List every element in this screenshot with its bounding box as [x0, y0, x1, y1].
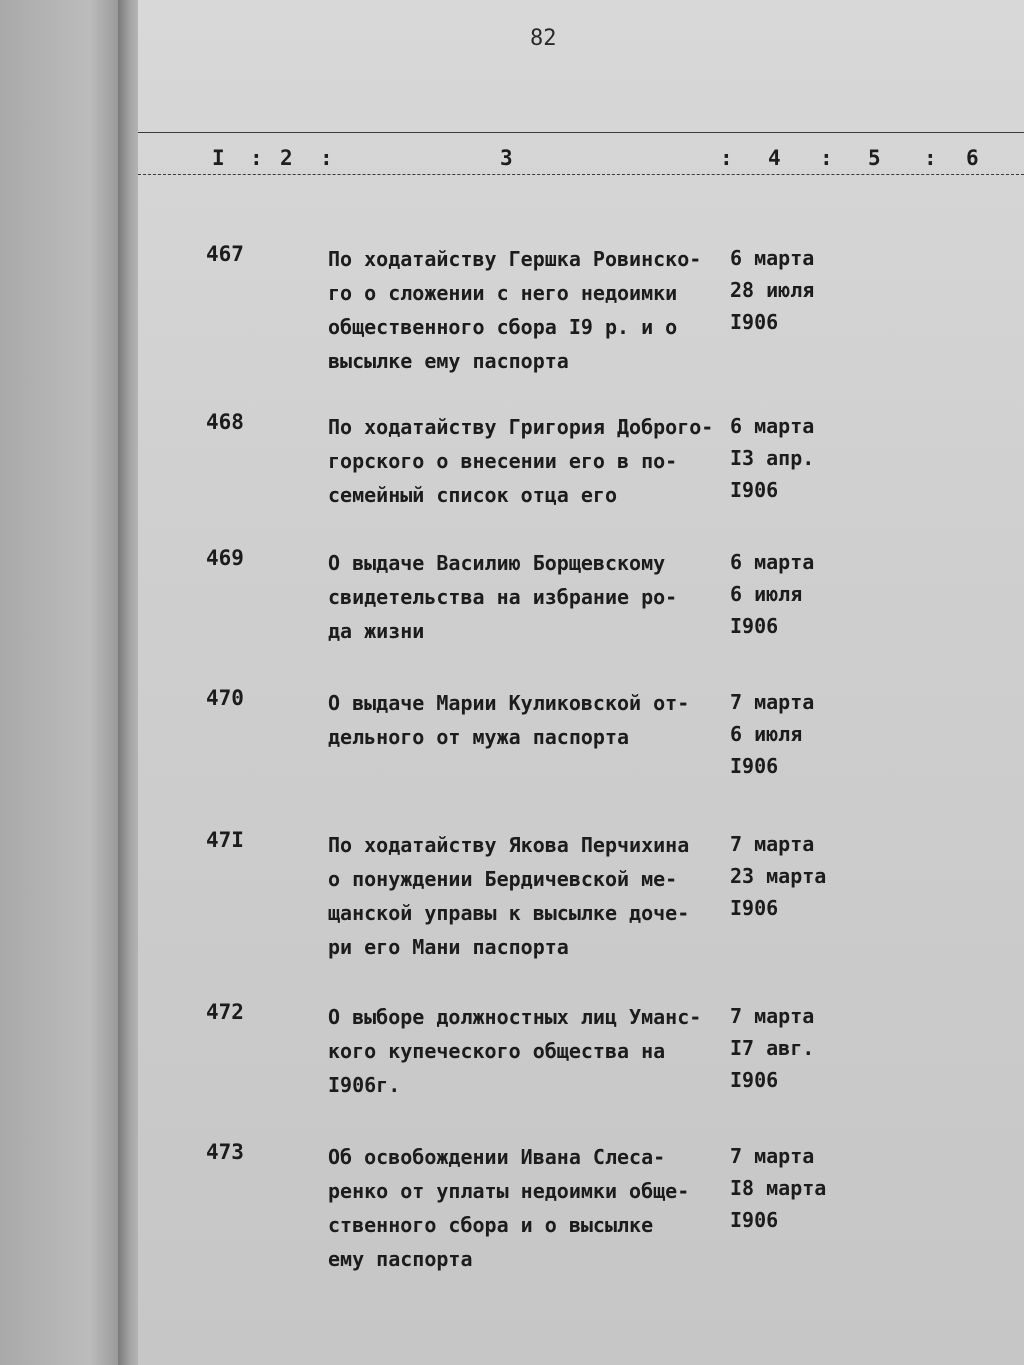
entry-description-line: кого купеческого общества на	[328, 1039, 666, 1063]
entry-description-line: щанской управы к высылке доче-	[328, 901, 690, 925]
entry-description-line: общественного сбора I9 р. и о	[328, 315, 678, 339]
entry-description-line: о понуждении Бердичевской ме-	[328, 867, 678, 891]
entry-dates	[730, 410, 870, 506]
entry-description	[328, 410, 748, 512]
entry-description-line: О выдаче Василию Борщевскому	[328, 551, 666, 575]
entry-description-line: По ходатайству Григория Доброго-	[328, 415, 714, 439]
entry-description-line: семейный список отца его	[328, 483, 617, 507]
entry-description-line: По ходатайству Гершка Ровинско-	[328, 247, 702, 271]
column-header-4: 4	[768, 146, 781, 170]
entry-description-line: I906г.	[328, 1073, 401, 1097]
entry-date-end: 6 июля	[730, 582, 803, 606]
entry-dates	[730, 1140, 870, 1236]
header-rule-bottom	[138, 174, 1024, 175]
entry-number: 467	[206, 242, 244, 266]
entry-description	[328, 242, 748, 378]
column-separator: :	[820, 146, 833, 170]
entry-date-year: I906	[730, 1208, 779, 1232]
entry-date-start: 7 марта	[730, 1004, 815, 1028]
entry-date-start: 7 марта	[730, 832, 815, 856]
entry-description-line: высылке ему паспорта	[328, 349, 569, 373]
column-header-5: 5	[868, 146, 881, 170]
entry-description-line: да жизни	[328, 619, 425, 643]
entry-date-end: 23 марта	[730, 864, 827, 888]
column-separator: :	[320, 146, 333, 170]
entry-number: 470	[206, 686, 244, 710]
entry-number: 468	[206, 410, 244, 434]
entry-number: 472	[206, 1000, 244, 1024]
entry-date-end: I8 марта	[730, 1176, 827, 1200]
entry-description-line: свидетельства на избрание ро-	[328, 585, 678, 609]
entry-date-start: 6 марта	[730, 414, 815, 438]
entry-date-year: I906	[730, 614, 779, 638]
column-header-1: I	[212, 146, 225, 170]
facing-page	[0, 0, 128, 1365]
entry-description-line: ри его Мани паспорта	[328, 935, 569, 959]
column-header-2: 2	[280, 146, 293, 170]
entry-number: 469	[206, 546, 244, 570]
entry-dates	[730, 546, 870, 642]
entry-date-year: I906	[730, 896, 779, 920]
entry-description	[328, 546, 748, 648]
entry-date-end: 6 июля	[730, 722, 803, 746]
entry-description	[328, 828, 748, 964]
entry-description	[328, 686, 748, 754]
document-page	[138, 0, 1024, 1365]
column-header-6: 6	[966, 146, 979, 170]
entry-number: 47I	[206, 828, 244, 852]
entry-date-start: 7 марта	[730, 1144, 815, 1168]
header-rule-top	[138, 132, 1024, 133]
column-header-3: 3	[500, 146, 513, 170]
entry-date-end: 28 июля	[730, 278, 815, 302]
entry-date-start: 6 марта	[730, 246, 815, 270]
entry-description-line: го о сложении с него недоимки	[328, 281, 678, 305]
entry-date-end: I3 апр.	[730, 446, 815, 470]
column-separator: :	[924, 146, 937, 170]
entry-description-line: ему паспорта	[328, 1247, 473, 1271]
entry-date-year: I906	[730, 478, 779, 502]
entry-date-year: I906	[730, 310, 779, 334]
entry-date-start: 6 марта	[730, 550, 815, 574]
entry-dates	[730, 686, 870, 782]
column-separator: :	[250, 146, 263, 170]
entry-description-line: горского о внесении его в по-	[328, 449, 678, 473]
column-separator: :	[720, 146, 733, 170]
entry-description-line: О выдаче Марии Куликовской от-	[328, 691, 690, 715]
entry-description-line: По ходатайству Якова Перчихина	[328, 833, 690, 857]
entry-date-year: I906	[730, 1068, 779, 1092]
entry-description-line: Об освобождении Ивана Слеса-	[328, 1145, 666, 1169]
entry-dates	[730, 1000, 870, 1096]
entry-number: 473	[206, 1140, 244, 1164]
entry-dates	[730, 242, 870, 338]
entry-date-year: I906	[730, 754, 779, 778]
entry-description-line: дельного от мужа паспорта	[328, 725, 630, 749]
entry-dates	[730, 828, 870, 924]
entry-date-start: 7 марта	[730, 690, 815, 714]
entry-description-line: ренко от уплаты недоимки обще-	[328, 1179, 690, 1203]
entry-description	[328, 1140, 748, 1276]
entry-description	[328, 1000, 748, 1102]
entry-date-end: I7 авг.	[730, 1036, 815, 1060]
entry-description-line: О выборе должностных лиц Уманс-	[328, 1005, 702, 1029]
entry-description-line: ственного сбора и о высылке	[328, 1213, 654, 1237]
page-number: 82	[530, 26, 557, 51]
